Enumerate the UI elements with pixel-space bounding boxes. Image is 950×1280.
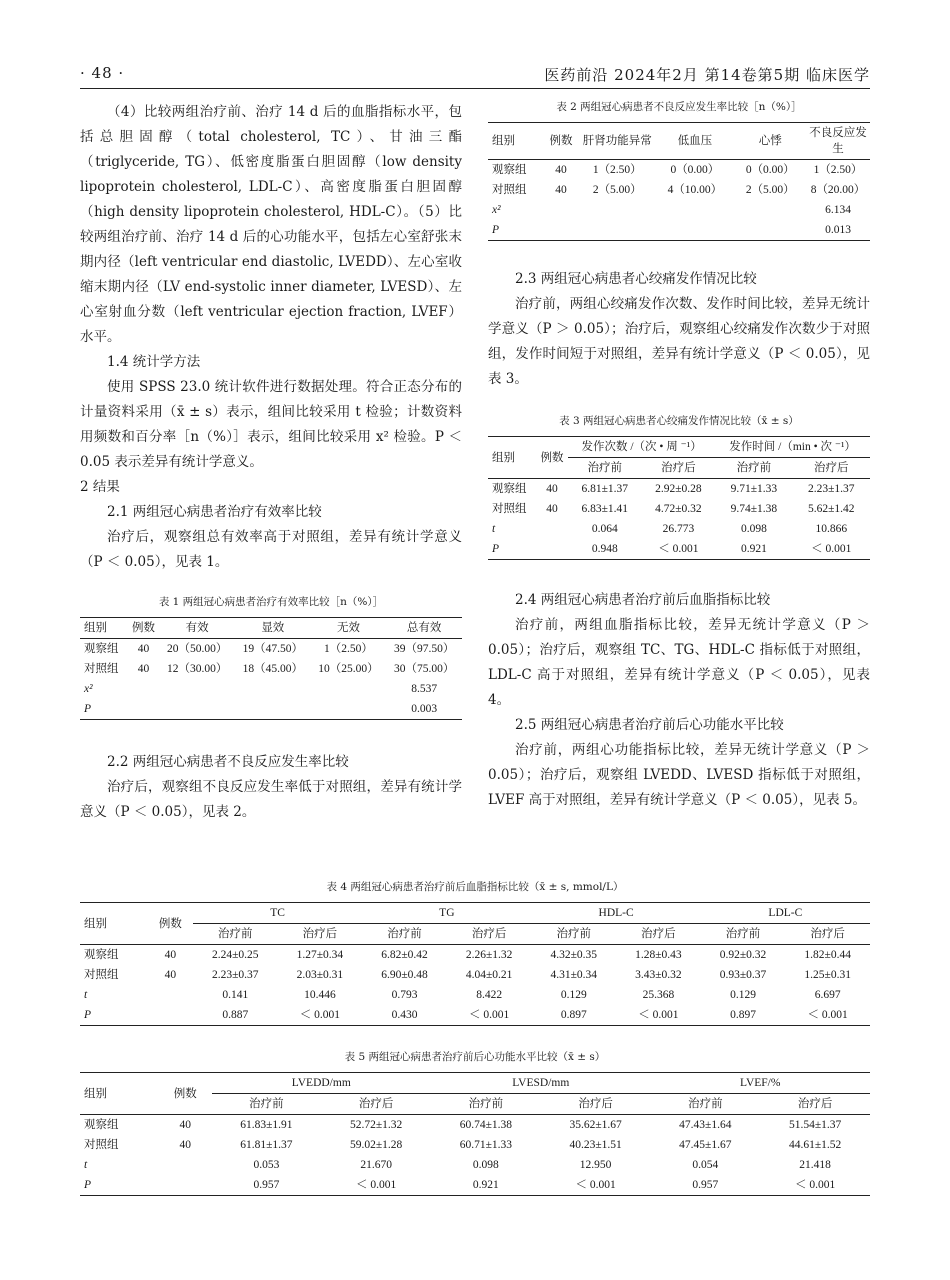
table-row xyxy=(488,160,870,181)
table-cell: 2.23±0.37 xyxy=(212,969,259,981)
table-header-cell: 发作时间 /（min • 次 ⁻¹） xyxy=(715,437,870,458)
table-cell: 51.54±1.37 xyxy=(788,1119,842,1131)
table-cell: 0（0.00） xyxy=(745,164,795,176)
table-cell: 8.422 xyxy=(476,989,503,1001)
table-cell: 40.23±1.51 xyxy=(569,1139,622,1151)
table-header-cell: 治疗前 xyxy=(531,924,616,945)
table-cell: 4（10.00） xyxy=(667,184,723,196)
table-cell: 0.098 xyxy=(472,1159,499,1171)
table-header-cell: 组别 xyxy=(80,618,128,639)
table-cell: 40 xyxy=(179,1139,191,1151)
table-cell: 2.23±1.37 xyxy=(808,483,855,495)
heading-2-2: 2.2 两组冠心病患者不良反应发生率比较 xyxy=(107,754,349,770)
table-row xyxy=(80,639,462,660)
table-cell: 0.921 xyxy=(431,1175,541,1196)
table-header-cell: 总有效 xyxy=(386,618,462,639)
table-cell: t xyxy=(84,1159,88,1171)
table-3-block xyxy=(488,414,870,560)
table-cell: P xyxy=(80,1175,159,1196)
table-cell: 0.098 xyxy=(740,523,767,535)
table-header-cell: 治疗后 xyxy=(321,1094,431,1115)
table-row xyxy=(80,1155,870,1175)
table-cell: 对照组 xyxy=(84,663,119,675)
table-cell: 观察组 xyxy=(84,643,119,655)
heading-2-3: 2.3 两组冠心病患者心绞痛发作情况比较 xyxy=(515,271,757,287)
table-cell: P xyxy=(488,220,543,241)
table-cell: x² xyxy=(84,683,93,695)
table-header-cell: 例数 xyxy=(148,903,193,945)
table-cell: 30（75.00） xyxy=(393,663,455,675)
table-cell: 3.43±0.32 xyxy=(635,969,682,981)
table-cell: 6.134 xyxy=(825,204,851,216)
table-header-cell: LDL-C xyxy=(701,903,870,924)
right-column xyxy=(488,100,870,813)
table-3 xyxy=(488,436,870,560)
table-header-cell: 治疗后 xyxy=(616,924,701,945)
table-header-cell: 治疗前 xyxy=(650,1094,760,1115)
table-cell: 0.053 xyxy=(253,1159,280,1171)
table-1-caption: 表 1 两组冠心病患者治疗有效率比较［n（%）］ xyxy=(158,596,384,608)
running-header xyxy=(80,60,870,89)
table-cell: 2.26±1.32 xyxy=(465,949,513,961)
table-cell: 2.24±0.25 xyxy=(212,949,259,961)
table-header-cell: 治疗后 xyxy=(793,458,870,479)
table-cell: 1.82±0.44 xyxy=(804,949,851,961)
table-cell: 对照组 xyxy=(84,1139,119,1151)
table-row xyxy=(80,965,870,985)
table-cell: 40 xyxy=(137,643,150,655)
table-cell: 60.71±1.33 xyxy=(459,1139,513,1151)
table-cell: 47.43±1.64 xyxy=(679,1119,732,1131)
table-cell: 40 xyxy=(555,164,567,176)
paragraph-angina: 治疗前，两组心绞痛发作次数、发作时间比较，差异无统计学意义（P ＞ 0.05）；治疗后，观察组心绞痛发作次数少于对照组，发作时间短于对照组，差异有统计学意义（P ＜ 0.05），见表 3。 xyxy=(488,296,870,387)
table-cell: 6.90±0.48 xyxy=(381,969,428,981)
table-header-cell: HDL-C xyxy=(531,903,700,924)
table-cell: 5.62±1.42 xyxy=(808,503,855,515)
table-cell: 40 xyxy=(555,184,567,196)
table-cell: 40 xyxy=(137,663,150,675)
table-cell: 0.064 xyxy=(591,523,618,535)
table-header-cell: 无效 xyxy=(311,618,387,639)
paragraph-lipids: 治疗前，两组血脂指标比较，差异无统计学意义（P ＞ 0.05）；治疗后，观察组 TC、TG、HDL-C 指标低于对照组，LDL-C 高于对照组，差异有统计学意义（P ＜ 0.05），见表 4。 xyxy=(488,617,870,708)
table-cell: 0.129 xyxy=(560,989,587,1001)
table-cell: 0.948 xyxy=(568,539,642,560)
table-cell: 10.866 xyxy=(815,523,848,535)
table-cell: 12（30.00） xyxy=(166,663,228,675)
table-cell: 39（97.50） xyxy=(393,643,455,655)
table-cell: 0.957 xyxy=(212,1175,322,1196)
left-column xyxy=(80,100,462,825)
table-cell: 61.81±1.37 xyxy=(240,1139,293,1151)
heading-2-4: 2.4 两组冠心病患者治疗前后血脂指标比较 xyxy=(515,592,771,608)
paragraph-methods-indicators: （4）比较两组治疗前、治疗 14 d 后的血脂指标水平，包括总胆固醇（total cholesterol, TC）、甘油三酯（triglyceride, TG）、低密度脂蛋白胆固醇（low density lipoprotein cholesterol, LDL-C）、高密度脂蛋白胆固醇（high density lipoprotein cholesterol, HDL-C）。（5）比较两组治疗前、治疗 14 d 后的心功能水平，包括左心室舒张末期内径（left ventricular end diastolic, LVEDD）、左心室收缩末期内径（LV end-systolic inner diameter, LVESD）、左心室射血分数（left ventricular ejection fraction, LVEF）水平。 xyxy=(80,104,462,345)
page-number: · 48 · xyxy=(80,64,125,82)
table-cell: 4.72±0.32 xyxy=(655,503,702,515)
table-header-cell: 组别 xyxy=(80,1073,159,1115)
table-header-cell: 治疗前 xyxy=(701,924,786,945)
table-cell: ＜ 0.001 xyxy=(793,539,870,560)
table-header-cell: LVEF/% xyxy=(650,1073,870,1094)
table-row xyxy=(80,679,462,699)
table-row xyxy=(488,200,870,220)
table-cell: 21.670 xyxy=(360,1159,392,1171)
table-header-cell: 治疗前 xyxy=(715,458,792,479)
table-header-cell: 例数 xyxy=(128,618,160,639)
table-cell: 对照组 xyxy=(84,969,119,981)
table-cell: 18（45.00） xyxy=(242,663,303,675)
table-header-cell: 组别 xyxy=(488,437,536,479)
table-cell: 观察组 xyxy=(492,164,527,176)
table-1 xyxy=(80,617,462,720)
table-cell: ＜ 0.001 xyxy=(616,1005,701,1026)
table-1-block xyxy=(80,595,462,720)
table-header-cell: 低血压 xyxy=(655,123,734,160)
table-4-caption: 表 4 两组冠心病患者治疗前后血脂指标比较（x̄ ± s, mmol/L） xyxy=(326,881,624,893)
table-header-cell: 有效 xyxy=(159,618,235,639)
table-header-cell: 肝肾功能异常 xyxy=(579,123,655,160)
table-cell: 35.62±1.67 xyxy=(569,1119,622,1131)
table-row xyxy=(80,1135,870,1155)
heading-2: 2 结果 xyxy=(80,479,120,495)
table-cell: 12.950 xyxy=(579,1159,612,1171)
table-cell: 40 xyxy=(179,1119,191,1131)
table-row xyxy=(488,519,870,539)
table-row xyxy=(488,499,870,519)
table-cell: 对照组 xyxy=(492,184,527,196)
table-cell: 9.74±1.38 xyxy=(730,503,778,515)
table-cell: ＜ 0.001 xyxy=(785,1005,870,1026)
paragraph-cardiac: 治疗前，两组心功能指标比较，差异无统计学意义（P ＞ 0.05）；治疗后，观察组 LVEDD、LVESD 指标低于对照组，LVEF 高于对照组，差异有统计学意义（P ＜ 0.05），见表 5。 xyxy=(488,742,870,808)
table-cell: 20（50.00） xyxy=(166,643,228,655)
table-cell: x² xyxy=(492,204,501,216)
paragraph-statistics: 使用 SPSS 23.0 统计软件进行数据处理。符合正态分布的计量资料采用（x̄ ± s）表示，组间比较采用 t 检验；计数资料用频数和百分率［n（%）］表示，组间比较采用 x² 检验。P ＜ 0.05 表示差异有统计学意义。 xyxy=(80,379,462,470)
journal-info: 医药前沿 2024年2月 第14卷第5期 临床医学 xyxy=(544,66,870,84)
heading-1-4: 1.4 统计学方法 xyxy=(107,354,201,370)
table-row xyxy=(488,539,870,560)
table-cell: 0.013 xyxy=(806,220,870,241)
table-cell: 9.71±1.33 xyxy=(730,483,778,495)
table-cell: 1（2.50） xyxy=(813,164,863,176)
table-row xyxy=(488,180,870,200)
table-cell: 对照组 xyxy=(492,503,527,515)
table-header-cell: 显效 xyxy=(235,618,311,639)
table-cell: 0.003 xyxy=(386,699,462,720)
table-cell: 观察组 xyxy=(84,1119,119,1131)
table-row xyxy=(80,985,870,1005)
table-cell: 0.887 xyxy=(193,1005,278,1026)
table-cell: 0.141 xyxy=(222,989,249,1001)
table-cell: ＜ 0.001 xyxy=(760,1175,870,1196)
table-header-cell: 心悸 xyxy=(735,123,807,160)
table-cell: 44.61±1.52 xyxy=(788,1139,842,1151)
table-header-cell: 组别 xyxy=(80,903,148,945)
table-cell: ＜ 0.001 xyxy=(447,1005,532,1026)
table-header-cell: 例数 xyxy=(536,437,568,479)
table-cell: 40 xyxy=(546,503,558,515)
table-cell: 40 xyxy=(164,949,177,961)
table-cell: 0.430 xyxy=(362,1005,447,1026)
table-cell: P xyxy=(488,539,536,560)
table-header-cell: 治疗后 xyxy=(642,458,716,479)
table-cell: 52.72±1.32 xyxy=(349,1119,403,1131)
table-cell: 6.81±1.37 xyxy=(581,483,629,495)
table-cell: 6.83±1.41 xyxy=(581,503,629,515)
table-cell: 10.446 xyxy=(304,989,336,1001)
table-cell: 21.418 xyxy=(799,1159,831,1171)
table-5 xyxy=(80,1072,870,1196)
table-row xyxy=(80,1175,870,1196)
paragraph-efficacy: 治疗后，观察组总有效率高于对照组，差异有统计学意义（P ＜ 0.05），见表 1。 xyxy=(80,529,462,570)
table-4-block xyxy=(80,880,870,1026)
table-cell: 19（47.50） xyxy=(242,643,303,655)
table-header-cell: 例数 xyxy=(159,1073,212,1115)
table-cell: 2.03±0.31 xyxy=(296,969,344,981)
table-cell: ＜ 0.001 xyxy=(541,1175,651,1196)
table-header-cell: 例数 xyxy=(543,123,580,160)
table-cell: 0.793 xyxy=(391,989,418,1001)
table-cell: 8（20.00） xyxy=(810,184,866,196)
table-cell: P xyxy=(80,1005,148,1026)
table-cell: 观察组 xyxy=(84,949,119,961)
table-cell: 2（5.00） xyxy=(745,184,795,196)
table-header-cell: 治疗后 xyxy=(760,1094,870,1115)
table-cell: 0.897 xyxy=(531,1005,616,1026)
heading-2-1: 2.1 两组冠心病患者治疗有效率比较 xyxy=(107,504,322,520)
paragraph-adverse: 治疗后，观察组不良反应发生率低于对照组，差异有统计学意义（P ＜ 0.05），见表 2。 xyxy=(80,779,462,820)
table-cell: 40 xyxy=(546,483,558,495)
table-cell: P xyxy=(80,699,128,720)
table-row xyxy=(80,945,870,966)
table-cell: ＜ 0.001 xyxy=(642,539,716,560)
table-cell: 2（5.00） xyxy=(592,184,642,196)
table-cell: 60.74±1.38 xyxy=(459,1119,513,1131)
table-header-cell: 治疗前 xyxy=(193,924,278,945)
table-cell: 6.697 xyxy=(814,989,841,1001)
table-row xyxy=(80,699,462,720)
table-cell: ＜ 0.001 xyxy=(278,1005,363,1026)
table-cell: 观察组 xyxy=(492,483,527,495)
table-cell: 0.92±0.32 xyxy=(719,949,767,961)
table-5-caption: 表 5 两组冠心病患者治疗前后心功能水平比较（x̄ ± s） xyxy=(344,1051,606,1063)
table-cell: 0.129 xyxy=(730,989,756,1001)
table-2 xyxy=(488,122,870,241)
table-header-cell: TC xyxy=(193,903,362,924)
table-cell: 4.31±0.34 xyxy=(550,969,598,981)
table-header-cell: LVEDD/mm xyxy=(212,1073,431,1094)
table-cell: ＜ 0.001 xyxy=(321,1175,431,1196)
table-header-cell: 治疗前 xyxy=(568,458,642,479)
table-2-block xyxy=(488,100,870,241)
table-row xyxy=(80,1115,870,1136)
table-header-cell: 发作次数 /（次 • 周 ⁻¹） xyxy=(568,437,715,458)
table-header-cell: 治疗后 xyxy=(785,924,870,945)
table-cell: 26.773 xyxy=(662,523,695,535)
table-cell: 4.04±0.21 xyxy=(465,969,513,981)
table-row xyxy=(80,659,462,679)
table-cell: 1（2.50） xyxy=(324,643,373,655)
table-row xyxy=(488,479,870,500)
table-header-cell: LVESD/mm xyxy=(431,1073,650,1094)
table-cell: 0.921 xyxy=(715,539,792,560)
table-header-cell: 治疗后 xyxy=(541,1094,651,1115)
table-cell: 59.02±1.28 xyxy=(349,1139,403,1151)
table-cell: 25.368 xyxy=(642,989,675,1001)
table-cell: 1.25±0.31 xyxy=(804,969,851,981)
table-cell: 6.82±0.42 xyxy=(381,949,428,961)
table-3-caption: 表 3 两组冠心病患者心绞痛发作情况比较（x̄ ± s） xyxy=(559,415,799,427)
table-cell: 10（25.00） xyxy=(318,663,379,675)
table-cell: t xyxy=(492,523,496,535)
heading-2-5: 2.5 两组冠心病患者治疗前后心功能水平比较 xyxy=(515,717,784,733)
table-cell: 0（0.00） xyxy=(670,164,720,176)
table-cell: 0.93±0.37 xyxy=(719,969,767,981)
table-4 xyxy=(80,902,870,1026)
table-header-cell: TG xyxy=(362,903,531,924)
table-header-cell: 治疗前 xyxy=(212,1094,322,1115)
table-header-cell: 不良反应发生 xyxy=(806,123,870,160)
table-header-cell: 治疗后 xyxy=(278,924,363,945)
table-cell: 0.957 xyxy=(650,1175,760,1196)
table-header-cell: 治疗后 xyxy=(447,924,532,945)
table-cell: 0.897 xyxy=(701,1005,786,1026)
table-header-cell: 治疗前 xyxy=(362,924,447,945)
table-cell: 4.32±0.35 xyxy=(550,949,598,961)
table-header-cell: 组别 xyxy=(488,123,543,160)
table-header-cell: 治疗前 xyxy=(431,1094,541,1115)
table-cell: 2.92±0.28 xyxy=(655,483,702,495)
table-cell: 47.45±1.67 xyxy=(679,1139,732,1151)
table-cell: 61.83±1.91 xyxy=(240,1119,293,1131)
table-5-block xyxy=(80,1050,870,1196)
table-cell: 1.28±0.43 xyxy=(635,949,682,961)
table-cell: 1.27±0.34 xyxy=(296,949,344,961)
table-cell: t xyxy=(84,989,88,1001)
table-cell: 0.054 xyxy=(692,1159,719,1171)
table-row xyxy=(80,1005,870,1026)
table-row xyxy=(488,220,870,241)
table-cell: 40 xyxy=(164,969,177,981)
table-cell: 8.537 xyxy=(411,683,438,695)
table-2-caption: 表 2 两组冠心病患者不良反应发生率比较［n（%）］ xyxy=(556,101,802,113)
table-cell: 1（2.50） xyxy=(592,164,642,176)
